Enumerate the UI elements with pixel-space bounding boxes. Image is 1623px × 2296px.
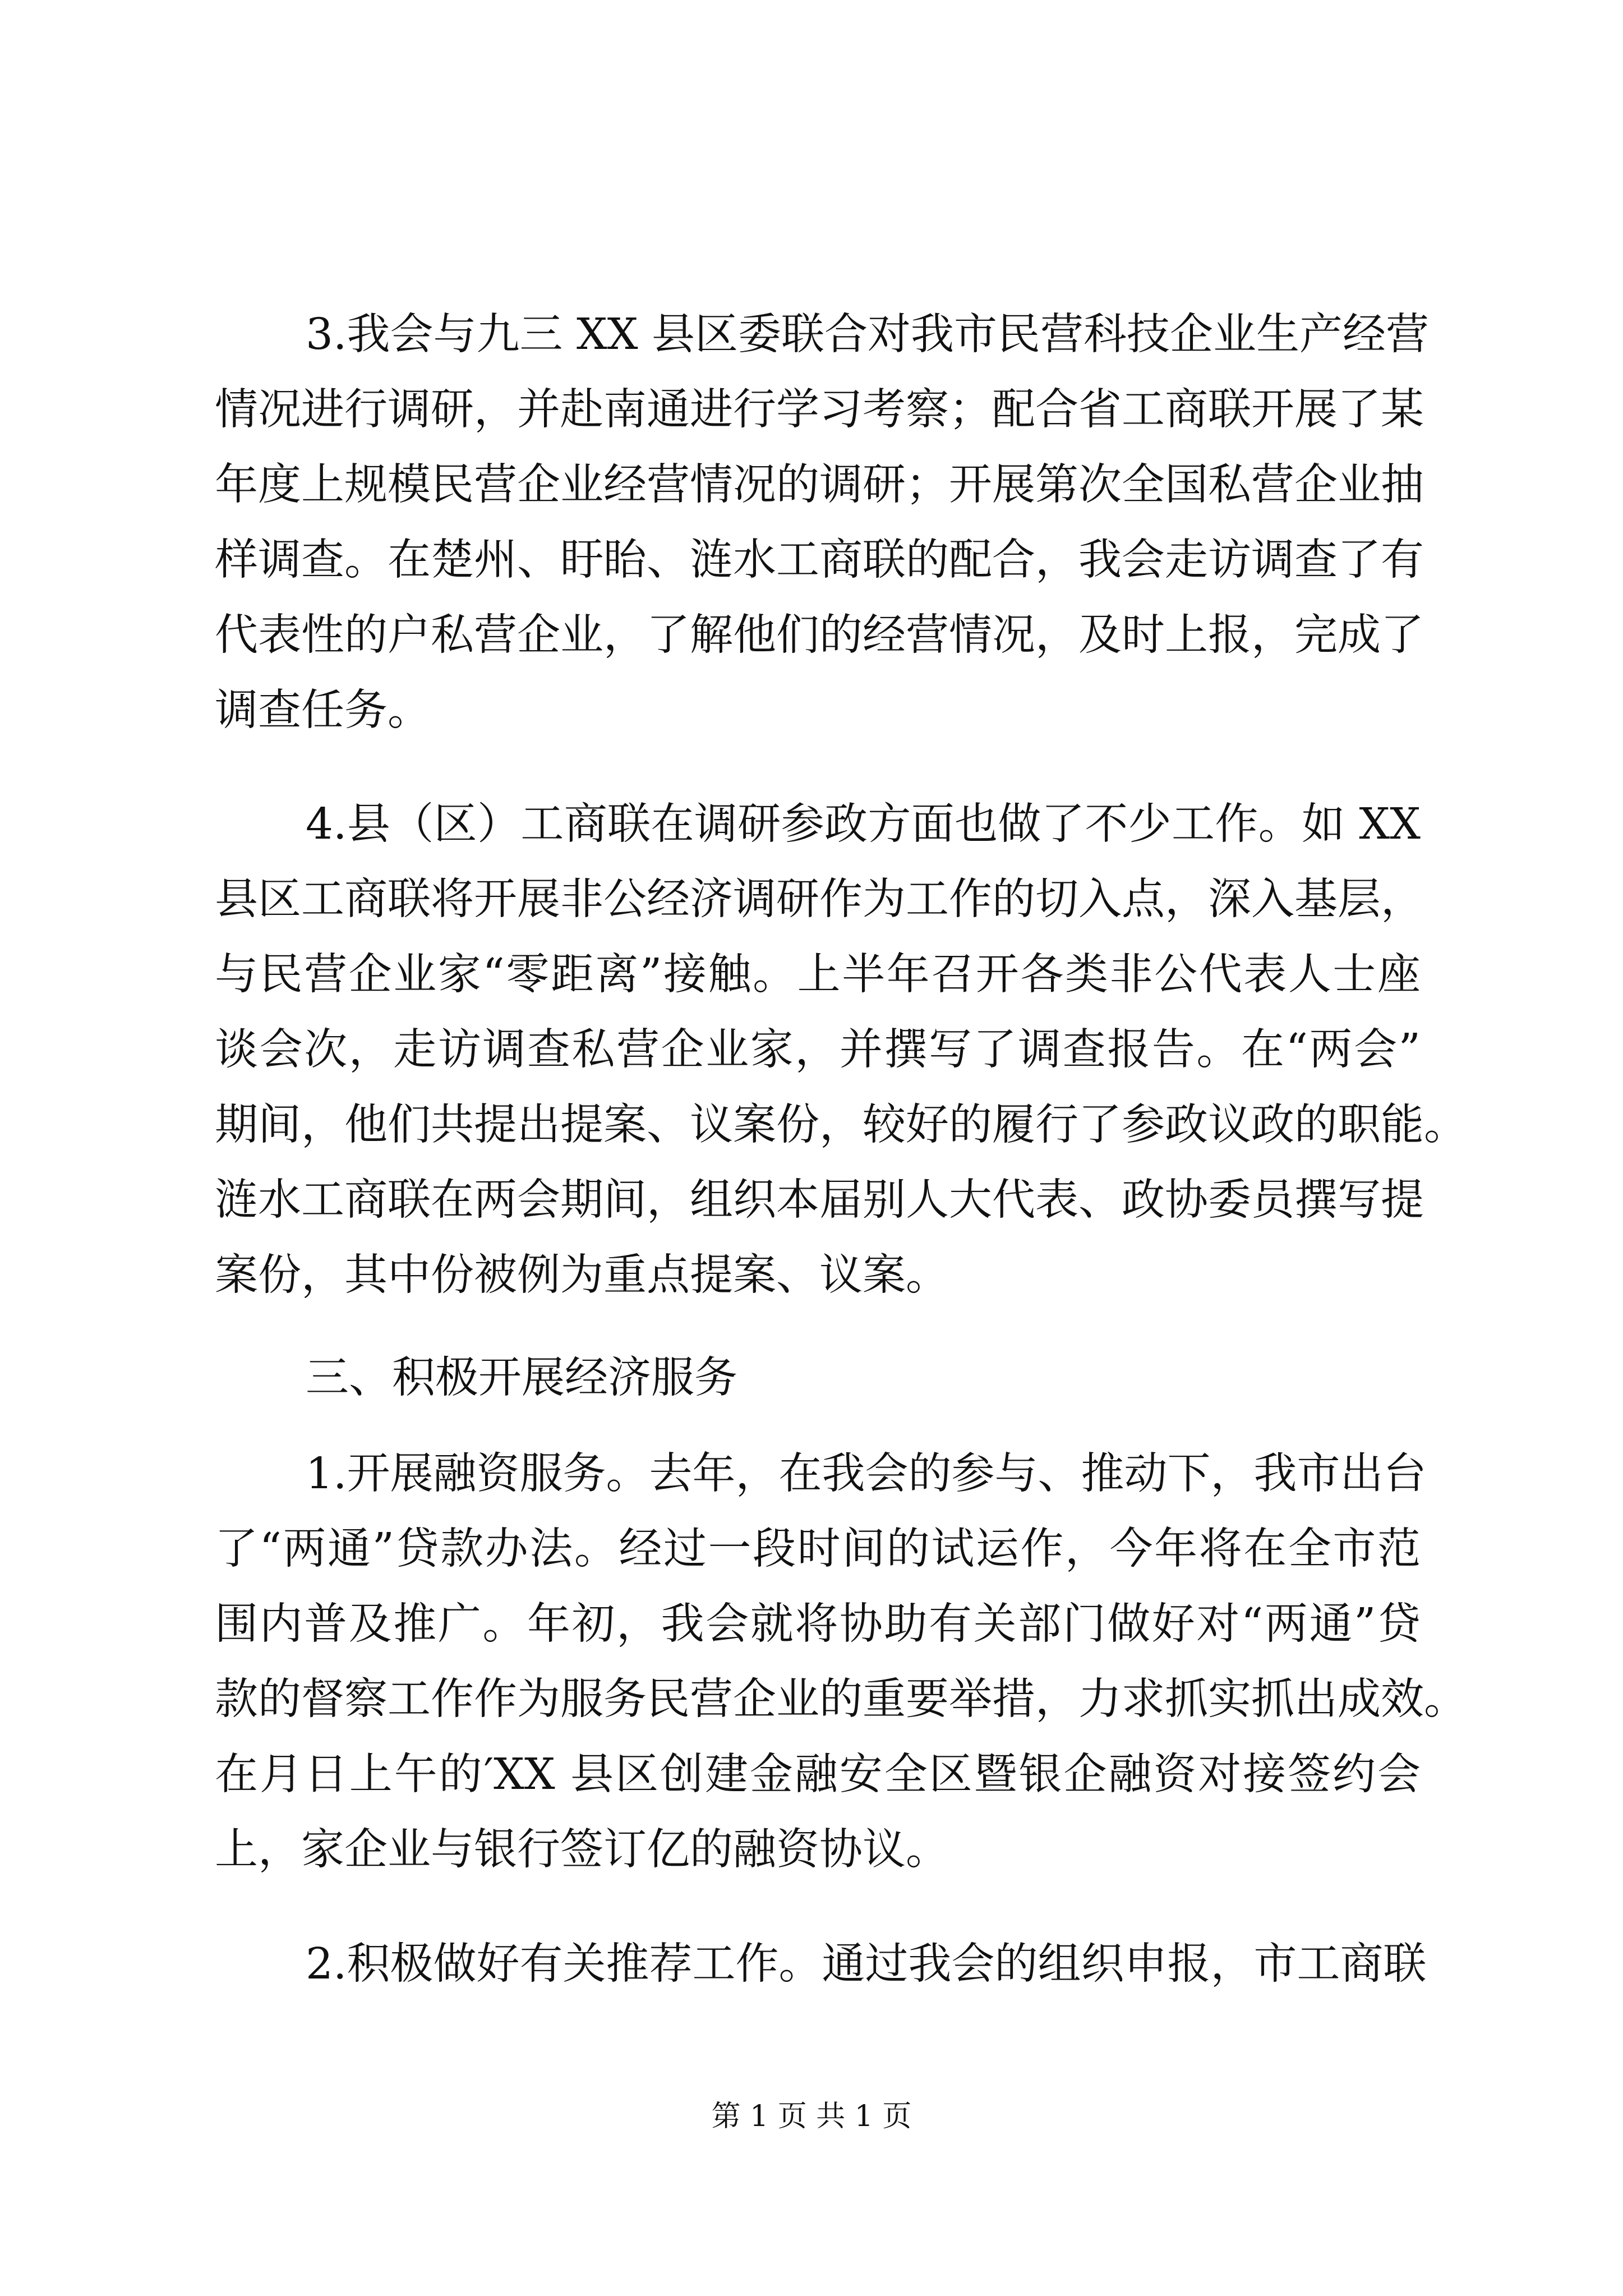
paragraph-line: 4.县（区）工商联在调研参政方面也做了不少工作。如 XX — [306, 799, 1421, 849]
paragraph-line: 1.开展融资服务。去年，在我会的参与、推动下，我市出台 — [306, 1449, 1427, 1499]
paragraph-line: 在月日上午的′XX 县区创建金融安全区暨银企融资对接签约会 — [215, 1750, 1421, 1800]
paragraph-line: 了“两通”贷款办法。经过一段时间的试运作，今年将在全市范 — [215, 1524, 1421, 1574]
paragraph-line: 涟水工商联在两会期间，组织本届别人大代表、政协委员撰写提 — [215, 1175, 1424, 1225]
paragraph-line: 县区工商联将开展非公经济调研作为工作的切入点，深入基层， — [215, 875, 1424, 924]
paragraph-line: 样调查。在楚州、盱眙、涟水工商联的配合，我会走访调查了有 — [215, 535, 1424, 585]
paragraph-line: 期间，他们共提出提案、议案份，较好的履行了参政议政的职能。 — [215, 1100, 1467, 1150]
paragraph-line: 上，家企业与银行签订亿的融资协议。 — [215, 1825, 949, 1875]
paragraph-line: 调查任务。 — [215, 685, 431, 735]
paragraph-line: 3.我会与九三 XX 县区委联合对我市民营科技企业生产经营 — [306, 310, 1430, 360]
paragraph-line: 年度上规模民营企业经营情况的调研；开展第次全国私营企业抽 — [215, 460, 1424, 510]
paragraph-line: 案份，其中份被例为重点提案、议案。 — [215, 1250, 949, 1300]
paragraph-line: 谈会次，走访调查私营企业家，并撰写了调查报告。在“两会” — [215, 1025, 1421, 1075]
page-number-footer: 第 1 页 共 1 页 — [711, 2100, 912, 2133]
paragraph-line: 围内普及推广。年初，我会就将协助有关部门做好对“两通”贷 — [215, 1599, 1421, 1649]
paragraph-line: 情况进行调研，并赴南通进行学习考察；配合省工商联开展了某 — [215, 385, 1424, 435]
paragraph-line: 2.积极做好有关推荐工作。通过我会的组织申报，市工商联 — [306, 1939, 1427, 1989]
paragraph-line: 代表性的户私营企业，了解他们的经营情况，及时上报，完成了 — [215, 610, 1424, 660]
paragraph-line: 与民营企业家“零距离”接触。上半年召开各类非公代表人士座 — [215, 950, 1421, 1000]
paragraph-line: 款的督察工作作为服务民营企业的重要举措，力求抓实抓出成效。 — [215, 1674, 1467, 1724]
section-heading: 三、积极开展经济服务 — [306, 1353, 737, 1403]
